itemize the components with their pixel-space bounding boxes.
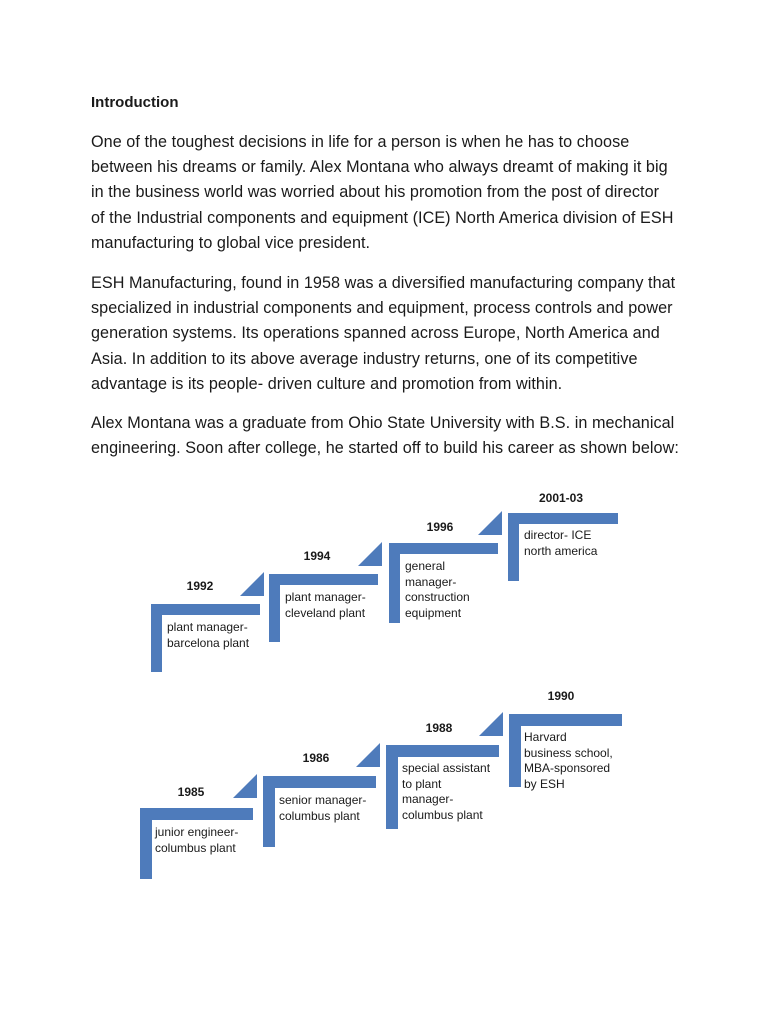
step-arrow-icon bbox=[479, 712, 503, 736]
text-line: in the business world was worried about his promotion from the post of director bbox=[91, 183, 660, 202]
timeline-role bbox=[155, 825, 238, 856]
role-line: general bbox=[405, 559, 446, 573]
paragraph-company bbox=[91, 271, 691, 397]
text-line: advantage is its people- driven culture and promotion from within. bbox=[91, 374, 563, 393]
section-heading: Introduction bbox=[91, 94, 179, 111]
role-line: plant manager- bbox=[285, 590, 366, 604]
step-bar-horizontal bbox=[269, 574, 378, 585]
paragraph-intro bbox=[91, 130, 691, 256]
text-line: One of the toughest decisions in life for a person is when he has to choose bbox=[91, 133, 630, 151]
timeline-role bbox=[402, 761, 490, 823]
role-line: cleveland plant bbox=[285, 605, 366, 620]
timeline-role bbox=[524, 528, 597, 559]
step-bar-vertical bbox=[389, 543, 400, 623]
text-line: Asia. In addition to its above average industry returns, one of its competitive bbox=[91, 349, 638, 368]
role-line: to plant bbox=[402, 776, 442, 791]
timeline-role bbox=[405, 559, 470, 621]
text-line: generation systems. Its operations spanned across Europe, North America and bbox=[91, 324, 660, 343]
role-line: equipment bbox=[405, 605, 462, 620]
text-line: engineering. Soon after college, he started off to build his career as shown below: bbox=[91, 439, 679, 458]
role-line: junior engineer- bbox=[155, 825, 239, 839]
timeline-role bbox=[279, 793, 366, 824]
role-line: plant manager- bbox=[167, 620, 248, 634]
role-line: manager- bbox=[405, 574, 457, 589]
timeline-year: 1996 bbox=[426, 520, 454, 534]
role-line: north america bbox=[524, 543, 598, 558]
text-line: Alex Montana was a graduate from Ohio State University with B.S. in mechanical bbox=[91, 414, 675, 432]
role-line: special assistant bbox=[402, 761, 491, 775]
timeline-year: 2001-03 bbox=[538, 491, 584, 505]
step-arrow-icon bbox=[356, 743, 380, 767]
text-line: of the Industrial components and equipment (ICE) North America division of ESH bbox=[91, 208, 674, 227]
role-line: columbus plant bbox=[279, 808, 360, 823]
text-line: between his dreams or family. Alex Montana who always dreamt of making it big bbox=[91, 158, 668, 177]
role-line: by ESH bbox=[524, 776, 565, 791]
role-line: barcelona plant bbox=[167, 635, 250, 650]
role-line: columbus plant bbox=[402, 807, 483, 822]
text-line: ESH Manufacturing, found in 1958 was a diversified manufacturing company that bbox=[91, 274, 676, 292]
text-line: manufacturing to global vice president. bbox=[91, 233, 371, 252]
role-line: construction bbox=[405, 590, 470, 604]
step-arrow-icon bbox=[358, 542, 382, 566]
step-bar-horizontal bbox=[386, 745, 499, 757]
step-bar-horizontal bbox=[151, 604, 260, 615]
step-arrow-icon bbox=[233, 774, 257, 798]
step-arrow-icon bbox=[240, 572, 264, 596]
timeline-role bbox=[524, 730, 613, 792]
timeline-role bbox=[167, 620, 249, 651]
step-bar-vertical bbox=[386, 745, 398, 829]
step-arrow-icon bbox=[478, 511, 502, 535]
timeline-year: 1994 bbox=[303, 549, 331, 563]
timeline-year: 1986 bbox=[302, 751, 330, 765]
role-line: columbus plant bbox=[155, 840, 236, 855]
role-line: director- ICE bbox=[524, 528, 592, 542]
text-line: specialized in industrial components and equipment, process controls and power bbox=[91, 299, 673, 318]
timeline-year: 1990 bbox=[547, 689, 575, 703]
step-bar-horizontal bbox=[263, 776, 376, 788]
role-line: Harvard bbox=[524, 730, 567, 744]
timeline-year: 1988 bbox=[425, 721, 453, 735]
paragraph-career bbox=[91, 411, 691, 461]
step-bar-horizontal bbox=[508, 513, 618, 524]
timeline-year: 1985 bbox=[177, 785, 205, 799]
role-line: business school, bbox=[524, 745, 613, 760]
step-bar-horizontal bbox=[509, 714, 622, 726]
timeline-year: 1992 bbox=[186, 579, 214, 593]
role-line: senior manager- bbox=[279, 793, 367, 807]
timeline-role bbox=[285, 590, 366, 621]
step-bar-horizontal bbox=[389, 543, 498, 554]
role-line: manager- bbox=[402, 792, 454, 806]
step-bar-horizontal bbox=[140, 808, 253, 820]
role-line: MBA-sponsored bbox=[524, 761, 611, 775]
